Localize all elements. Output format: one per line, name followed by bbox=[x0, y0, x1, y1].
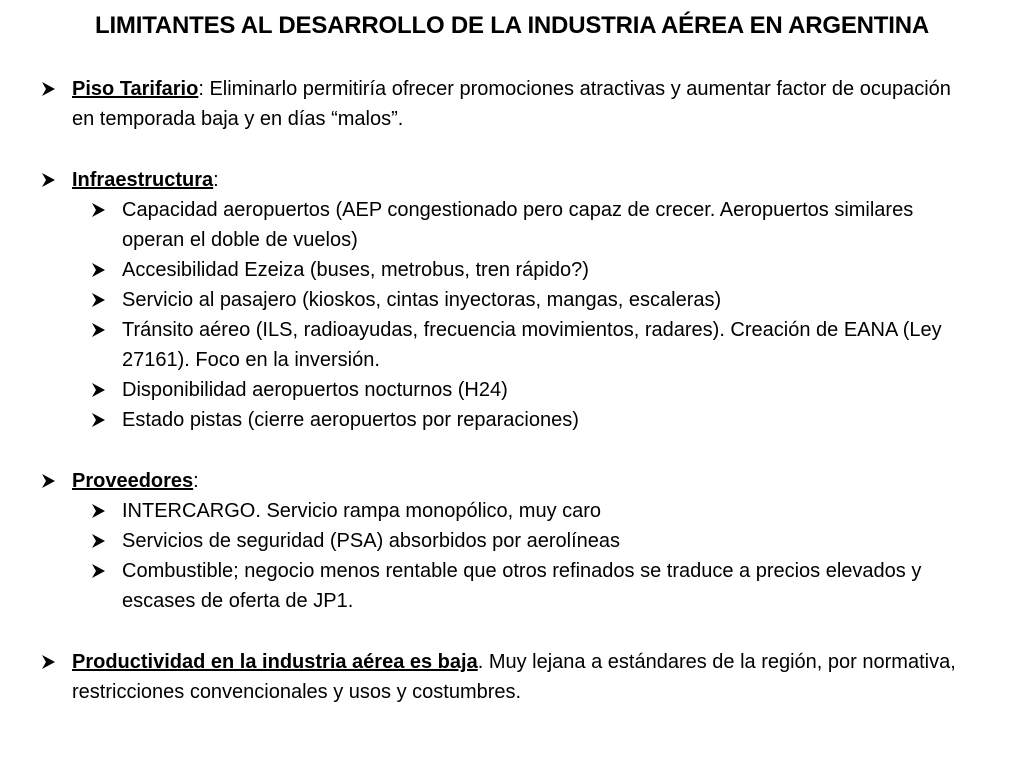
arrowhead-bullet-icon bbox=[90, 195, 110, 225]
section-text: : Eliminarlo permitiría ofrecer promociones atractivas y aumentar factor de ocupación en temporada baja y en días “malos”. bbox=[72, 78, 951, 130]
list-item bbox=[0, 556, 962, 616]
section-text: : bbox=[213, 169, 219, 191]
list-item bbox=[0, 375, 962, 405]
list-item bbox=[0, 255, 962, 285]
list-item bbox=[0, 285, 962, 315]
section-lead: Productividad en la industria aérea es baja bbox=[72, 651, 478, 673]
list-item-text: Capacidad aeropuertos (AEP congestionado pero capaz de crecer. Aeropuertos similares operan el doble de vuelos) bbox=[122, 199, 914, 251]
arrowhead-bullet-icon bbox=[90, 285, 110, 315]
slide-title: LIMITANTES AL DESARROLLO DE LA INDUSTRIA AÉREA EN ARGENTINA bbox=[95, 12, 929, 39]
list-item-text: Servicio al pasajero (kioskos, cintas inyectoras, mangas, escaleras) bbox=[122, 289, 722, 311]
list-item bbox=[0, 315, 962, 375]
arrowhead-bullet-icon bbox=[40, 74, 60, 104]
arrowhead-bullet-icon bbox=[40, 647, 60, 677]
section-text: : bbox=[193, 470, 199, 492]
section-lead: Piso Tarifario bbox=[72, 78, 199, 100]
arrowhead-bullet-icon bbox=[90, 496, 110, 526]
list-item-text: Accesibilidad Ezeiza (buses, metrobus, tren rápido?) bbox=[122, 259, 589, 281]
section-productividad bbox=[0, 647, 967, 707]
slide-content bbox=[0, 74, 1024, 707]
list-item-text: Tránsito aéreo (ILS, radioayudas, frecuencia movimientos, radares). Creación de EANA (Ley 27161). Foco en la inversión. bbox=[122, 319, 942, 371]
arrowhead-bullet-icon bbox=[90, 315, 110, 345]
list-item bbox=[0, 195, 962, 255]
arrowhead-bullet-icon bbox=[90, 526, 110, 556]
list-item bbox=[0, 496, 962, 526]
section-lead: Infraestructura bbox=[72, 169, 214, 191]
section-text: . Muy lejana a estándares de la región, por normativa, restricciones convencionales y usos y costumbres. bbox=[72, 651, 956, 703]
list-item-text: INTERCARGO. Servicio rampa monopólico, muy caro bbox=[122, 500, 602, 522]
list-item-text: Disponibilidad aeropuertos nocturnos (H24) bbox=[122, 379, 508, 401]
list-item-text: Servicios de seguridad (PSA) absorbidos por aerolíneas bbox=[122, 530, 621, 552]
section-infraestructura bbox=[0, 165, 967, 195]
section-proveedores bbox=[0, 466, 967, 496]
list-item bbox=[0, 526, 962, 556]
arrowhead-bullet-icon bbox=[90, 556, 110, 586]
arrowhead-bullet-icon bbox=[90, 375, 110, 405]
arrowhead-bullet-icon bbox=[40, 466, 60, 496]
section-piso-tarifario bbox=[0, 74, 967, 134]
list-item-text: Combustible; negocio menos rentable que otros refinados se traduce a precios elevados y escases de oferta de JP1. bbox=[122, 560, 922, 612]
list-item bbox=[0, 405, 962, 435]
arrowhead-bullet-icon bbox=[40, 165, 60, 195]
list-item-text: Estado pistas (cierre aeropuertos por reparaciones) bbox=[122, 409, 579, 431]
section-lead: Proveedores bbox=[72, 470, 194, 492]
arrowhead-bullet-icon bbox=[90, 255, 110, 285]
arrowhead-bullet-icon bbox=[90, 405, 110, 435]
